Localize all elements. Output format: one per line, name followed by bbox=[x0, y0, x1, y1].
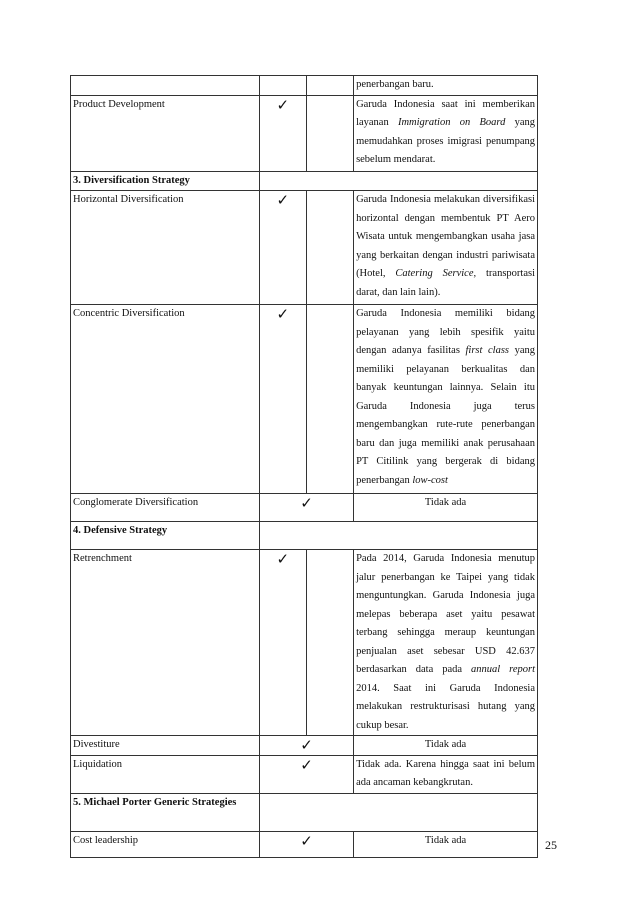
check-cell bbox=[306, 95, 354, 171]
description-text: Garuda Indonesia melakukan diversifikasi horizontal dengan membentuk PT Aero Wisata untuk mengembangkan usaha jasa yang berkaitan dengan industri pariwisata (Hotel, Catering Service, transportasi darat, dan lain lain). bbox=[356, 194, 535, 298]
page-number: 25 bbox=[545, 838, 557, 852]
check-mark-icon: ✓ bbox=[260, 831, 354, 857]
check-cell bbox=[306, 76, 354, 96]
check-cell bbox=[306, 191, 354, 305]
strategy-name-cell: Horizontal Diversification bbox=[71, 191, 260, 305]
description-text: Garuda Indonesia saat ini memberikan layanan Immigration on Board yang memudahkan proses imigrasi penumpang sebelum mendarat. bbox=[356, 98, 535, 165]
check-cell bbox=[306, 550, 354, 736]
section-empty-cell bbox=[260, 171, 538, 191]
strategy-name-cell: Conglomerate Diversification bbox=[71, 494, 260, 522]
table-row bbox=[71, 191, 538, 305]
check-cell bbox=[260, 76, 306, 96]
check-cell bbox=[306, 305, 354, 494]
strategy-table bbox=[70, 75, 538, 858]
table-row bbox=[71, 76, 538, 96]
description-cell bbox=[354, 191, 538, 305]
check-mark-icon: ✓ bbox=[260, 550, 306, 736]
table-row bbox=[71, 755, 538, 793]
table-row bbox=[71, 171, 538, 191]
section-heading: 4. Defensive Strategy bbox=[71, 522, 260, 550]
table-row bbox=[71, 550, 538, 736]
description-cell bbox=[354, 305, 538, 494]
section-heading: 5. Michael Porter Generic Strategies bbox=[71, 793, 260, 831]
table-row bbox=[71, 522, 538, 550]
section-heading: 3. Diversification Strategy bbox=[71, 171, 260, 191]
description-text: penerbangan baru. bbox=[356, 79, 434, 90]
strategy-name-cell: Product Development bbox=[71, 95, 260, 171]
table-row bbox=[71, 95, 538, 171]
section-empty-cell bbox=[260, 522, 538, 550]
table-row bbox=[71, 793, 538, 831]
check-mark-icon: ✓ bbox=[260, 95, 306, 171]
strategy-name-cell: Cost leadership bbox=[71, 831, 260, 857]
description-cell bbox=[354, 550, 538, 736]
strategy-name-cell: Divestiture bbox=[71, 736, 260, 756]
strategy-name-cell bbox=[71, 76, 260, 96]
description-text: Tidak ada. Karena hingga saat ini belum ada ancaman kebangkrutan. bbox=[356, 758, 535, 788]
table-row bbox=[71, 736, 538, 756]
check-mark-icon: ✓ bbox=[260, 494, 354, 522]
check-mark-icon: ✓ bbox=[260, 305, 306, 494]
check-mark-icon: ✓ bbox=[260, 736, 354, 756]
description-text: Pada 2014, Garuda Indonesia menutup jalur penerbangan ke Taipei yang tidak menguntungkan. Garuda Indonesia juga melepas beberapa aset yaitu pesawat terbang sehingga meraup keuntungan penjualan aset sebesar USD 42.637 berdasarkan data pada annual report 2014. Saat ini Garuda Indonesia melakukan restrukturisasi hutang yang cukup besar. bbox=[356, 553, 535, 731]
table-row bbox=[71, 305, 538, 494]
check-mark-icon: ✓ bbox=[260, 755, 354, 793]
section-empty-cell bbox=[260, 793, 538, 831]
strategy-name-cell: Concentric Diversification bbox=[71, 305, 260, 494]
description-cell bbox=[354, 755, 538, 793]
check-mark-icon: ✓ bbox=[260, 191, 306, 305]
table-row bbox=[71, 494, 538, 522]
description-text: Garuda Indonesia memiliki bidang pelayanan yang lebih spesifik yaitu dengan adanya fasilitas first class yang memiliki pelayanan berkualitas dan banyak keuntungan lainnya. Selain itu Garuda Indonesia juga terus mengembangkan rute-rute penerbangan baru dan juga memiliki anak perusahaan PT Citilink yang bergerak di bidang penerbangan low-cost bbox=[356, 308, 535, 486]
description-cell: Tidak ada bbox=[354, 736, 538, 756]
description-cell bbox=[354, 76, 538, 96]
description-cell: Tidak ada bbox=[354, 494, 538, 522]
description-cell: Tidak ada bbox=[354, 831, 538, 857]
strategy-name-cell: Liquidation bbox=[71, 755, 260, 793]
table-row bbox=[71, 831, 538, 857]
description-cell bbox=[354, 95, 538, 171]
strategy-name-cell: Retrenchment bbox=[71, 550, 260, 736]
